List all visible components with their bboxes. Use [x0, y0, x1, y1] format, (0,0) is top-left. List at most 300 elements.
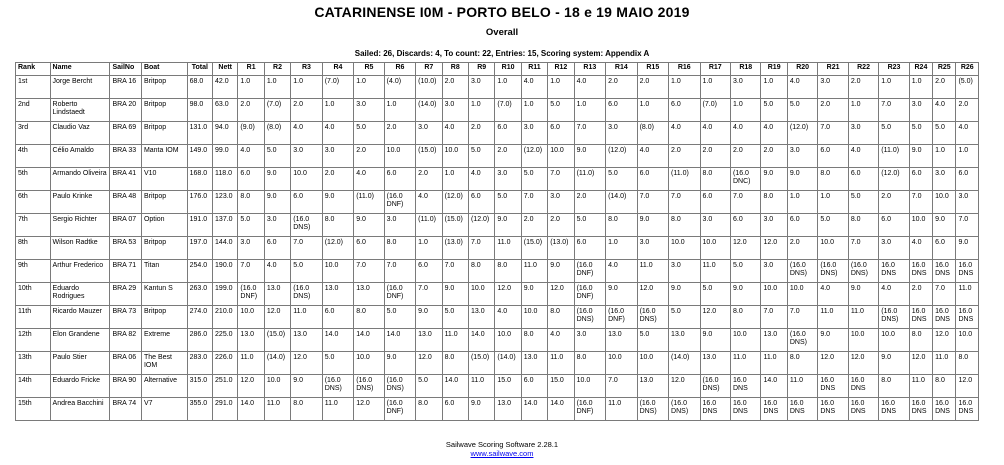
- table-cell: 7.0: [848, 237, 878, 260]
- table-cell: 1.0: [956, 145, 979, 168]
- table-cell: 5.0: [574, 214, 605, 237]
- table-cell: 199.0: [213, 283, 238, 306]
- table-cell: 2.0: [637, 76, 668, 99]
- table-cell: (16.0 DNF): [384, 191, 415, 214]
- table-cell: 8.0: [669, 214, 700, 237]
- table-cell: 10.0: [637, 352, 668, 375]
- table-cell: 5.0: [700, 283, 730, 306]
- column-header: R22: [848, 63, 878, 76]
- table-cell: 1.0: [818, 191, 848, 214]
- table-cell: 15th: [16, 398, 51, 421]
- table-cell: 1.0: [637, 99, 668, 122]
- table-cell: Roberto Lindstaedt: [50, 99, 110, 122]
- table-cell: 9.0: [495, 214, 521, 237]
- table-cell: 3.0: [818, 76, 848, 99]
- table-cell: 11.0: [731, 352, 761, 375]
- table-cell: 1.0: [384, 99, 415, 122]
- table-cell: 6.0: [956, 168, 979, 191]
- table-cell: 286.0: [187, 329, 212, 352]
- table-cell: 12.0: [700, 306, 730, 329]
- table-row: [16, 306, 979, 329]
- table-cell: 1.0: [933, 145, 956, 168]
- table-row: [16, 260, 979, 283]
- table-cell: 13.0: [322, 283, 353, 306]
- table-cell: 12.0: [933, 329, 956, 352]
- table-cell: 4.0: [787, 76, 817, 99]
- table-row: [16, 214, 979, 237]
- table-cell: 11.0: [761, 352, 787, 375]
- table-cell: 16.0 DNS: [933, 260, 956, 283]
- table-cell: BRA 82: [110, 329, 141, 352]
- table-cell: 176.0: [187, 191, 212, 214]
- table-cell: 6.0: [548, 122, 574, 145]
- table-cell: (7.0): [264, 99, 290, 122]
- table-cell: 4th: [16, 145, 51, 168]
- table-cell: 5.0: [933, 122, 956, 145]
- table-cell: 94.0: [213, 122, 238, 145]
- table-cell: 1.0: [848, 99, 878, 122]
- table-cell: (15.0): [521, 237, 547, 260]
- column-header: R3: [291, 63, 322, 76]
- column-header: SailNo: [110, 63, 141, 76]
- table-body: [16, 76, 979, 421]
- table-cell: V7: [141, 398, 187, 421]
- table-cell: 13.0: [291, 329, 322, 352]
- table-cell: Britpop: [141, 122, 187, 145]
- column-header: R11: [521, 63, 547, 76]
- table-cell: Eduardo Rodrigues: [50, 283, 110, 306]
- table-cell: 3.0: [761, 260, 787, 283]
- table-cell: 6.0: [354, 237, 384, 260]
- table-cell: 7.0: [384, 260, 415, 283]
- table-cell: 8.0: [606, 214, 637, 237]
- table-cell: (14.0): [669, 352, 700, 375]
- table-cell: 3.0: [322, 145, 353, 168]
- table-cell: 4.0: [848, 145, 878, 168]
- table-cell: 10.0: [238, 306, 264, 329]
- table-cell: 315.0: [187, 375, 212, 398]
- table-cell: 14.0: [761, 375, 787, 398]
- table-cell: 9.0: [909, 145, 932, 168]
- table-cell: 4.0: [521, 76, 547, 99]
- table-cell: 10.0: [956, 329, 979, 352]
- table-cell: 10.0: [384, 145, 415, 168]
- table-cell: 5.0: [384, 306, 415, 329]
- table-cell: (13.0): [548, 237, 574, 260]
- table-cell: (11.0): [354, 191, 384, 214]
- table-cell: 8.0: [761, 191, 787, 214]
- footer: [0, 440, 1004, 458]
- table-cell: 10.0: [700, 237, 730, 260]
- column-header: R14: [606, 63, 637, 76]
- column-header: R17: [700, 63, 730, 76]
- table-cell: 10.0: [761, 283, 787, 306]
- table-cell: 14.0: [521, 398, 547, 421]
- table-cell: (12.0): [879, 168, 909, 191]
- table-cell: 16.0 DNS: [956, 306, 979, 329]
- table-row: [16, 329, 979, 352]
- table-cell: 11.0: [637, 260, 668, 283]
- table-cell: Ricardo Mauzer: [50, 306, 110, 329]
- table-cell: 1.0: [669, 76, 700, 99]
- table-cell: 10.0: [848, 329, 878, 352]
- table-cell: 4.0: [637, 145, 668, 168]
- table-cell: (15.0): [468, 352, 494, 375]
- table-cell: 5.0: [848, 191, 878, 214]
- table-cell: 2.0: [442, 76, 468, 99]
- column-header: R8: [442, 63, 468, 76]
- table-cell: 7.0: [731, 191, 761, 214]
- table-cell: 11.0: [548, 352, 574, 375]
- table-cell: BRA 41: [110, 168, 141, 191]
- table-cell: Manta IOM: [141, 145, 187, 168]
- sailwave-link[interactable]: www.sailwave.com: [470, 449, 534, 458]
- table-cell: 5.0: [548, 99, 574, 122]
- table-cell: Célio Amaldo: [50, 145, 110, 168]
- column-header: R21: [818, 63, 848, 76]
- table-cell: (16.0 DNS): [818, 260, 848, 283]
- table-cell: 7.0: [669, 191, 700, 214]
- table-cell: 1.0: [238, 76, 264, 99]
- column-header: R16: [669, 63, 700, 76]
- table-cell: 13.0: [700, 352, 730, 375]
- table-cell: (16.0 DNS): [384, 375, 415, 398]
- table-cell: 6.0: [700, 191, 730, 214]
- table-cell: 1.0: [700, 76, 730, 99]
- table-cell: 10.0: [521, 306, 547, 329]
- table-cell: 8.0: [442, 352, 468, 375]
- table-cell: 9.0: [731, 283, 761, 306]
- table-cell: 9.0: [879, 352, 909, 375]
- table-cell: 2.0: [879, 191, 909, 214]
- table-cell: 13.0: [669, 329, 700, 352]
- table-cell: 7.0: [909, 191, 932, 214]
- table-cell: 8.0: [384, 237, 415, 260]
- table-cell: 11.0: [700, 260, 730, 283]
- table-cell: 11.0: [264, 398, 290, 421]
- table-cell: 6.0: [238, 168, 264, 191]
- table-cell: 4.0: [264, 260, 290, 283]
- table-cell: 12.0: [848, 352, 878, 375]
- table-row: [16, 168, 979, 191]
- table-cell: 9.0: [264, 168, 290, 191]
- table-cell: Titan: [141, 260, 187, 283]
- table-cell: (16.0 DNS): [637, 398, 668, 421]
- table-cell: 197.0: [187, 237, 212, 260]
- table-cell: (16.0 DNF): [574, 283, 605, 306]
- table-cell: 14.0: [548, 398, 574, 421]
- table-cell: 9.0: [574, 145, 605, 168]
- column-header: R15: [637, 63, 668, 76]
- table-cell: 8.0: [495, 260, 521, 283]
- table-cell: 5.0: [787, 99, 817, 122]
- table-cell: 10.0: [495, 329, 521, 352]
- table-cell: Eduardo Fricke: [50, 375, 110, 398]
- table-cell: BRA 33: [110, 145, 141, 168]
- table-cell: 8.0: [879, 375, 909, 398]
- table-cell: 7.0: [879, 99, 909, 122]
- table-cell: 4.0: [606, 260, 637, 283]
- table-cell: 3.0: [787, 145, 817, 168]
- table-cell: V10: [141, 168, 187, 191]
- table-cell: 10.0: [731, 329, 761, 352]
- table-cell: 7.0: [787, 306, 817, 329]
- table-cell: 6.0: [322, 306, 353, 329]
- table-cell: 6.0: [264, 237, 290, 260]
- table-cell: 11.0: [848, 306, 878, 329]
- table-cell: 8.0: [848, 214, 878, 237]
- table-cell: Elon Grandene: [50, 329, 110, 352]
- table-cell: 2.0: [848, 76, 878, 99]
- table-cell: 3.0: [956, 191, 979, 214]
- column-header: R6: [384, 63, 415, 76]
- table-cell: 6th: [16, 191, 51, 214]
- table-row: [16, 237, 979, 260]
- column-header: R1: [238, 63, 264, 76]
- table-cell: 4.0: [818, 283, 848, 306]
- table-cell: 2.0: [731, 145, 761, 168]
- table-cell: 6.0: [731, 214, 761, 237]
- table-cell: 11.0: [495, 237, 521, 260]
- table-cell: 8.0: [291, 398, 322, 421]
- table-cell: 3.0: [442, 99, 468, 122]
- table-row: [16, 99, 979, 122]
- table-cell: 2.0: [956, 99, 979, 122]
- table-cell: Jorge Bercht: [50, 76, 110, 99]
- table-cell: Britpop: [141, 76, 187, 99]
- column-header: R19: [761, 63, 787, 76]
- table-cell: 4.0: [442, 122, 468, 145]
- table-cell: (11.0): [574, 168, 605, 191]
- table-cell: 10.0: [909, 214, 932, 237]
- table-cell: 4.0: [731, 122, 761, 145]
- column-header: Nett: [213, 63, 238, 76]
- table-cell: (15.0): [264, 329, 290, 352]
- table-cell: 3.0: [848, 122, 878, 145]
- table-cell: 11.0: [521, 260, 547, 283]
- table-cell: (16.0 DNS): [787, 260, 817, 283]
- table-cell: 3.0: [731, 76, 761, 99]
- table-cell: 251.0: [213, 375, 238, 398]
- table-cell: Option: [141, 214, 187, 237]
- table-cell: Wilson Radtke: [50, 237, 110, 260]
- table-cell: 7th: [16, 214, 51, 237]
- table-cell: 6.0: [879, 214, 909, 237]
- table-cell: 13.0: [416, 329, 442, 352]
- table-cell: (11.0): [669, 168, 700, 191]
- table-cell: (12.0): [442, 191, 468, 214]
- table-cell: (7.0): [495, 99, 521, 122]
- table-cell: (12.0): [521, 145, 547, 168]
- table-row: [16, 352, 979, 375]
- table-cell: 11.0: [606, 398, 637, 421]
- table-cell: 10.0: [548, 145, 574, 168]
- table-cell: 4.0: [468, 168, 494, 191]
- table-cell: 7.0: [521, 191, 547, 214]
- table-cell: (15.0): [416, 145, 442, 168]
- table-cell: 6.0: [909, 168, 932, 191]
- table-cell: 3.0: [521, 122, 547, 145]
- table-cell: 1.0: [416, 237, 442, 260]
- table-cell: 14.0: [238, 398, 264, 421]
- table-cell: Sergio Richter: [50, 214, 110, 237]
- table-cell: Arthur Frederico: [50, 260, 110, 283]
- table-cell: (12.0): [787, 122, 817, 145]
- table-cell: 9.0: [700, 329, 730, 352]
- table-cell: 11.0: [956, 283, 979, 306]
- table-cell: 5.0: [238, 214, 264, 237]
- table-cell: 3.0: [637, 237, 668, 260]
- table-cell: 1.0: [495, 76, 521, 99]
- table-cell: 254.0: [187, 260, 212, 283]
- table-cell: 16.0 DNS: [933, 398, 956, 421]
- table-cell: 10.0: [322, 260, 353, 283]
- table-cell: 12.0: [416, 352, 442, 375]
- table-cell: 5.0: [354, 122, 384, 145]
- column-header: Boat: [141, 63, 187, 76]
- table-cell: 8.0: [787, 352, 817, 375]
- table-cell: (16.0 DNF): [384, 283, 415, 306]
- table-cell: (16.0 DNF): [606, 306, 637, 329]
- table-cell: 2.0: [669, 145, 700, 168]
- table-cell: 7.0: [818, 122, 848, 145]
- table-cell: Claudio Vaz: [50, 122, 110, 145]
- table-cell: 16.0 DNS: [787, 398, 817, 421]
- table-cell: 98.0: [187, 99, 212, 122]
- table-cell: Paulo Krinke: [50, 191, 110, 214]
- table-cell: (10.0): [416, 76, 442, 99]
- table-cell: 63.0: [213, 99, 238, 122]
- table-cell: 2.0: [495, 145, 521, 168]
- table-cell: 6.0: [848, 168, 878, 191]
- table-cell: 10.0: [442, 145, 468, 168]
- table-cell: 1.0: [442, 168, 468, 191]
- table-cell: 11.0: [787, 375, 817, 398]
- table-cell: 12.0: [818, 352, 848, 375]
- table-cell: 13.0: [264, 283, 290, 306]
- table-cell: 191.0: [187, 214, 212, 237]
- table-cell: BRA 53: [110, 237, 141, 260]
- table-cell: 9.0: [354, 214, 384, 237]
- column-header: R12: [548, 63, 574, 76]
- table-cell: 10.0: [787, 283, 817, 306]
- table-cell: 2.0: [238, 99, 264, 122]
- table-cell: 2.0: [521, 214, 547, 237]
- table-cell: 8th: [16, 237, 51, 260]
- table-cell: 13.0: [468, 306, 494, 329]
- table-cell: 12.0: [291, 352, 322, 375]
- table-cell: Britpop: [141, 237, 187, 260]
- table-cell: 1.0: [761, 76, 787, 99]
- table-cell: 5.0: [731, 260, 761, 283]
- table-cell: 6.0: [574, 237, 605, 260]
- table-cell: 4.0: [416, 191, 442, 214]
- table-cell: 2.0: [354, 145, 384, 168]
- table-cell: 5.0: [909, 122, 932, 145]
- table-cell: 9.0: [787, 168, 817, 191]
- table-cell: 2.0: [416, 168, 442, 191]
- table-cell: 10.0: [818, 237, 848, 260]
- table-cell: 10.0: [879, 329, 909, 352]
- table-cell: 16.0 DNS: [848, 398, 878, 421]
- table-cell: 123.0: [213, 191, 238, 214]
- column-header: R9: [468, 63, 494, 76]
- table-cell: BRA 16: [110, 76, 141, 99]
- table-cell: 7.0: [354, 260, 384, 283]
- table-cell: (11.0): [416, 214, 442, 237]
- table-cell: 9.0: [442, 283, 468, 306]
- page-title: CATARINENSE I0M - PORTO BELO - 18 e 19 MAIO 2019: [314, 4, 690, 20]
- table-cell: Extreme: [141, 329, 187, 352]
- table-cell: 8.0: [574, 352, 605, 375]
- table-cell: 9.0: [606, 283, 637, 306]
- table-cell: 3.0: [354, 99, 384, 122]
- table-cell: 5.0: [521, 168, 547, 191]
- table-cell: 7.0: [761, 306, 787, 329]
- table-cell: BRA 74: [110, 398, 141, 421]
- table-cell: (7.0): [322, 76, 353, 99]
- table-cell: 14.0: [354, 329, 384, 352]
- table-cell: 11.0: [909, 375, 932, 398]
- table-cell: 4.0: [574, 76, 605, 99]
- table-cell: BRA 71: [110, 260, 141, 283]
- table-cell: 11.0: [442, 329, 468, 352]
- table-cell: 8.0: [354, 306, 384, 329]
- table-cell: 3.0: [416, 122, 442, 145]
- table-cell: 118.0: [213, 168, 238, 191]
- table-cell: 12.0: [354, 398, 384, 421]
- table-cell: 1.0: [521, 99, 547, 122]
- table-cell: BRA 73: [110, 306, 141, 329]
- table-cell: 13.0: [354, 283, 384, 306]
- table-cell: 4.0: [291, 122, 322, 145]
- table-row: [16, 145, 979, 168]
- table-cell: 8.0: [731, 306, 761, 329]
- table-cell: 5.0: [468, 145, 494, 168]
- table-cell: 3.0: [574, 329, 605, 352]
- table-cell: 2nd: [16, 99, 51, 122]
- table-cell: 7.0: [637, 191, 668, 214]
- table-cell: 1.0: [574, 99, 605, 122]
- table-cell: 2.0: [574, 191, 605, 214]
- table-cell: 190.0: [213, 260, 238, 283]
- table-cell: (13.0): [442, 237, 468, 260]
- table-row: [16, 191, 979, 214]
- table-cell: 15.0: [548, 375, 574, 398]
- table-cell: 7.0: [416, 283, 442, 306]
- table-cell: 12.0: [548, 283, 574, 306]
- table-cell: (14.0): [495, 352, 521, 375]
- table-cell: 6.0: [669, 99, 700, 122]
- column-header: R10: [495, 63, 521, 76]
- table-cell: 2.0: [384, 122, 415, 145]
- table-cell: 12.0: [495, 283, 521, 306]
- table-cell: 263.0: [187, 283, 212, 306]
- table-cell: 3.0: [238, 237, 264, 260]
- table-cell: 131.0: [187, 122, 212, 145]
- software-credit: Sailwave Scoring Software 2.28.1: [445, 440, 559, 449]
- table-cell: 3.0: [495, 168, 521, 191]
- table-row: [16, 76, 979, 99]
- column-header: R20: [787, 63, 817, 76]
- table-cell: 16.0 DNS: [818, 375, 848, 398]
- column-header: Name: [50, 63, 110, 76]
- table-cell: 16.0 DNS: [879, 398, 909, 421]
- table-cell: 2.0: [548, 214, 574, 237]
- table-cell: Kantun S: [141, 283, 187, 306]
- column-header: R23: [879, 63, 909, 76]
- table-cell: 5.0: [264, 145, 290, 168]
